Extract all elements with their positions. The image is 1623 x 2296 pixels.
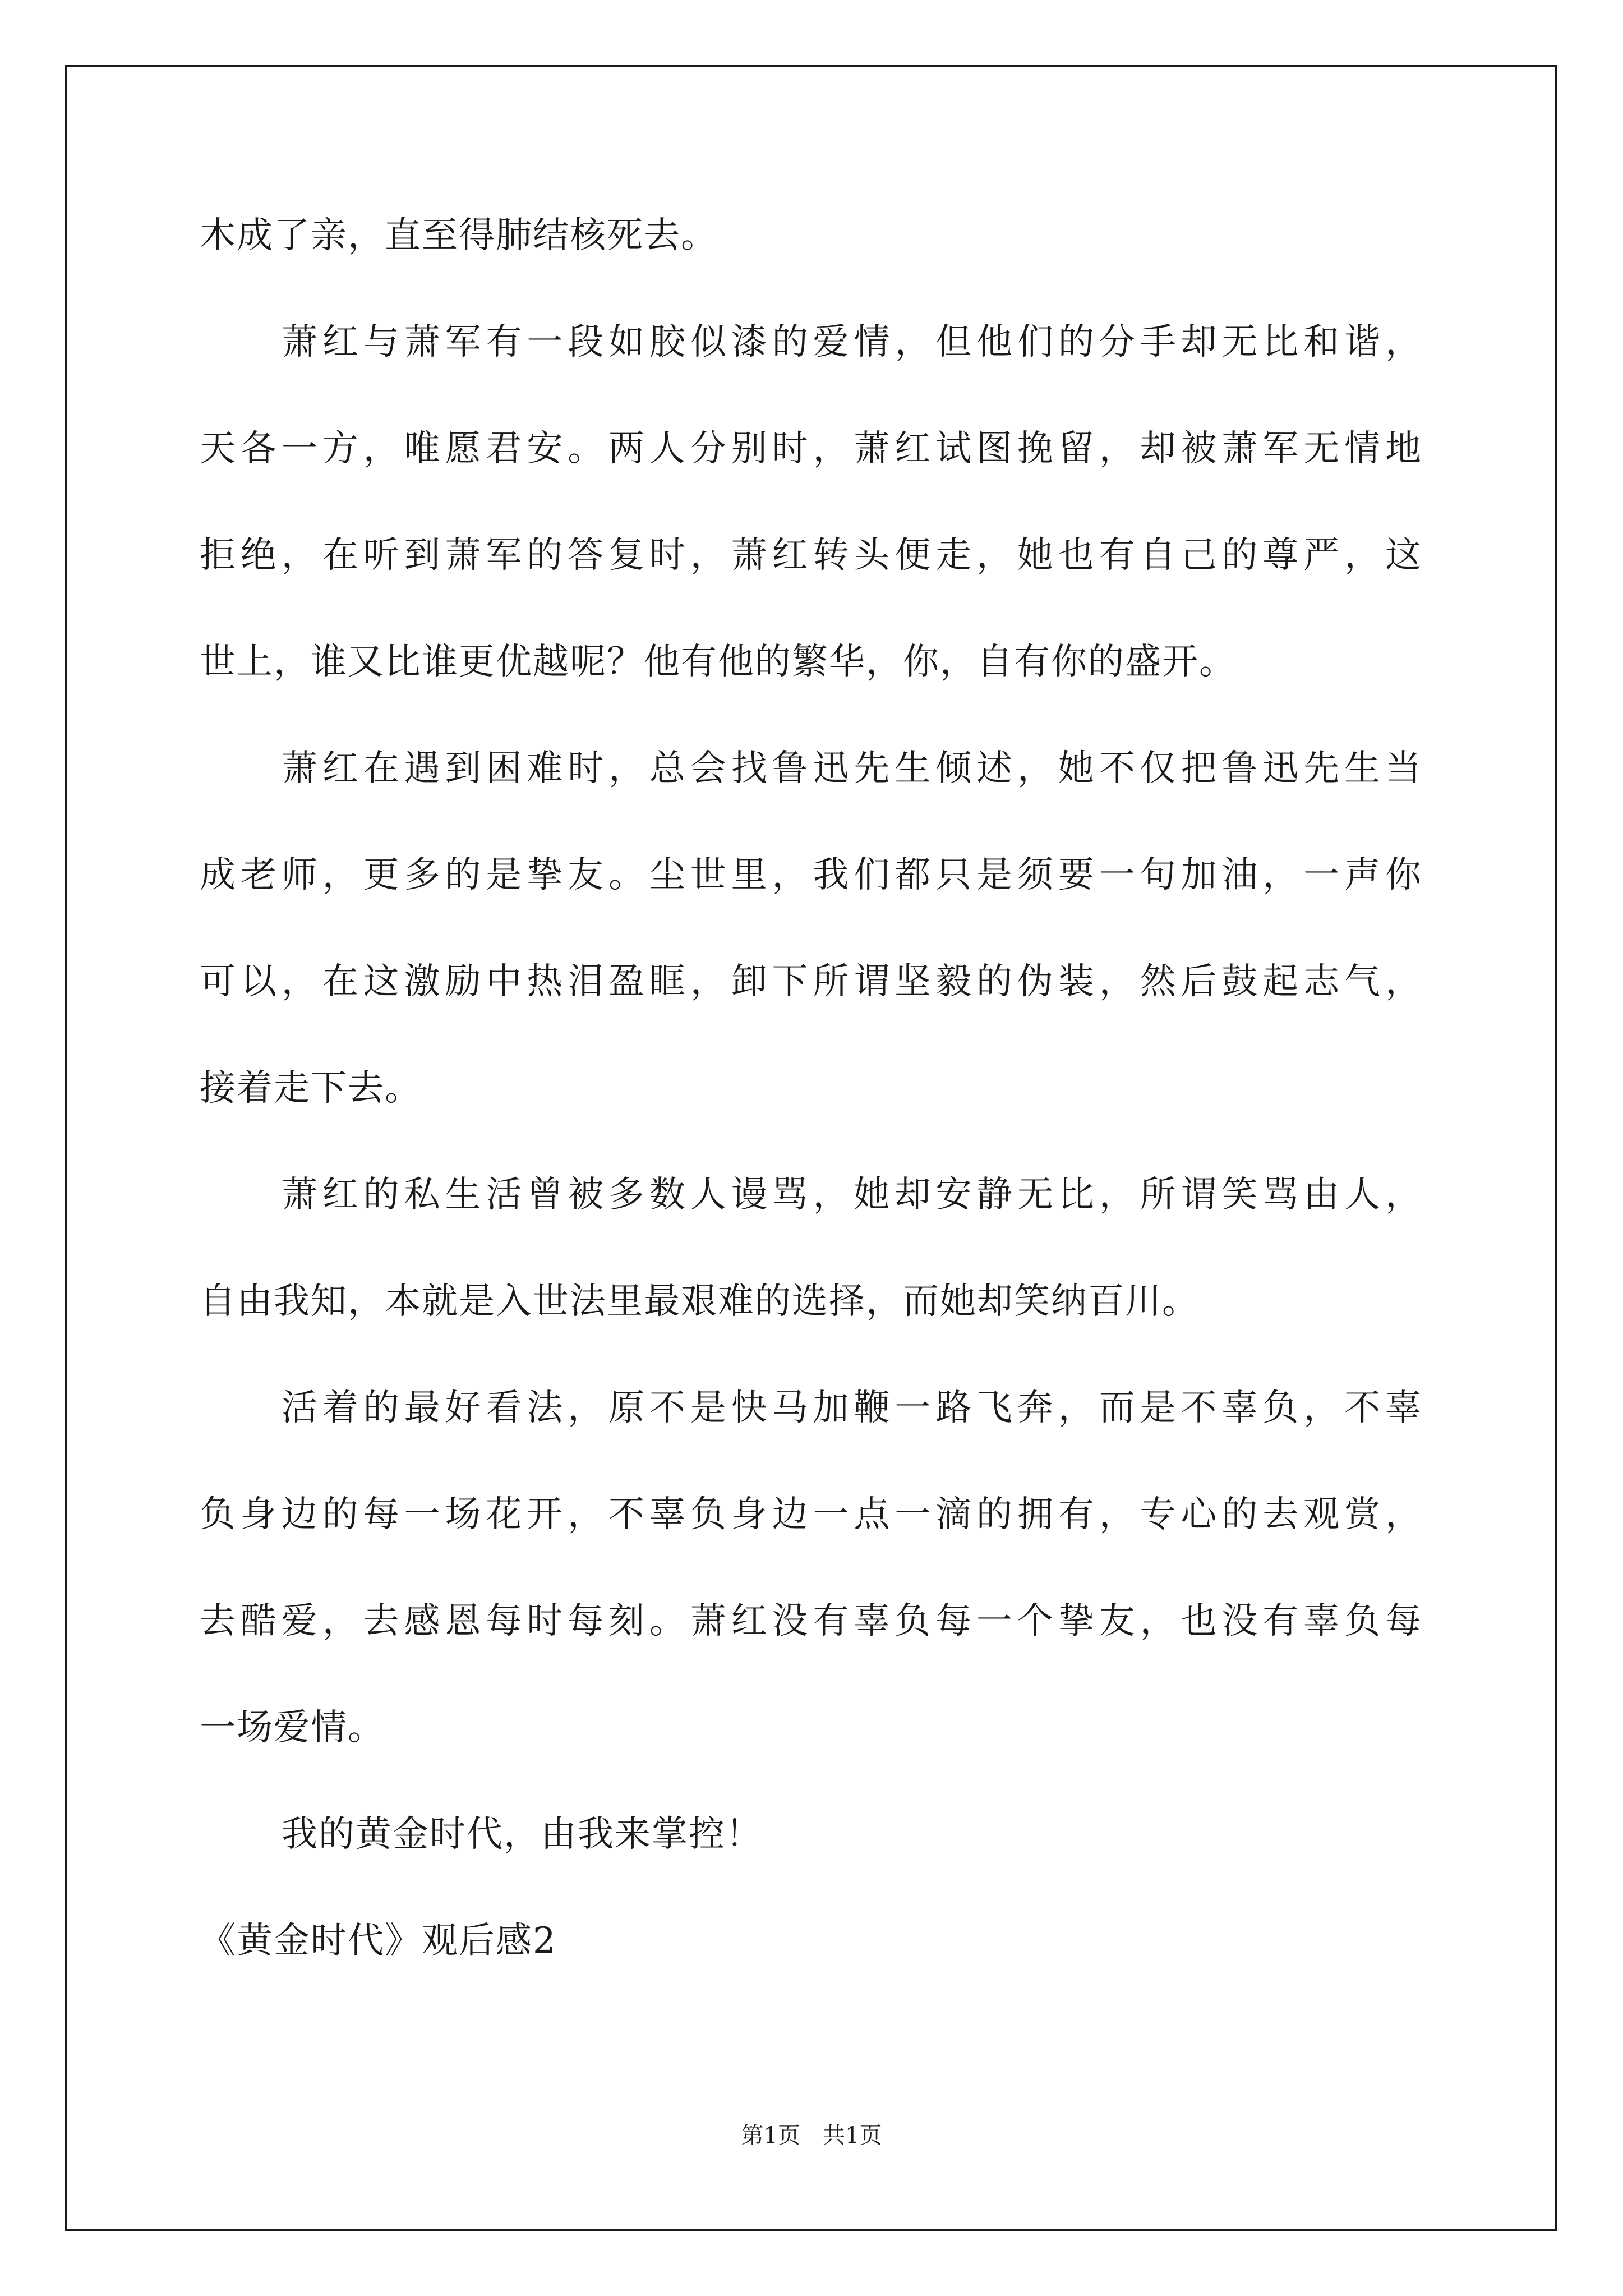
paragraph-first-line: 我的黄金时代，由我来掌控！: [282, 1814, 763, 1855]
page-number-footer: 第1页 共1页: [741, 2123, 882, 2148]
paragraph-first-line: 萧红在遇到困难时，总会找鲁迅先生倾述，她不仅把鲁迅先生当: [282, 748, 1422, 789]
paragraph-first-line: 萧红与萧军有一段如胶似漆的爱情，但他们的分手却无比和谐，: [282, 321, 1422, 363]
text-line: 可以，在这激励中热泪盈眶，卸下所谓坚毅的伪装，然后鼓起志气，: [200, 961, 1422, 1002]
text-line: 去酷爱，去感恩每时每刻。萧红没有辜负每一个挚友，也没有辜负每: [200, 1600, 1422, 1642]
page-frame: [65, 65, 1557, 2231]
text-line: 世上，谁又比谁更优越呢？他有他的繁华，你，自有你的盛开。: [200, 641, 1236, 683]
text-line: 负身边的每一场花开，不辜负身边一点一滴的拥有，专心的去观赏，: [200, 1494, 1422, 1535]
paragraph-first-line: 萧红的私生活曾被多数人谩骂，她却安静无比，所谓笑骂由人，: [282, 1174, 1422, 1216]
text-line: 成老师，更多的是挚友。尘世里，我们都只是须要一句加油，一声你: [200, 854, 1422, 896]
text-line: 接着走下去。: [200, 1068, 422, 1109]
text-line: 一场爱情。: [200, 1707, 385, 1749]
section-heading: 《黄金时代》观后感2: [200, 1920, 557, 1962]
text-line: 木成了亲，直至得肺结核死去。: [200, 215, 718, 256]
text-line: 天各一方，唯愿君安。两人分别时，萧红试图挽留，却被萧军无情地: [200, 428, 1422, 470]
text-line: 自由我知，本就是入世法里最艰难的选择，而她却笑纳百川。: [200, 1281, 1199, 1322]
paragraph-first-line: 活着的最好看法，原不是快马加鞭一路飞奔，而是不辜负，不辜: [282, 1387, 1422, 1429]
text-line: 拒绝，在听到萧军的答复时，萧红转头便走，她也有自己的尊严，这: [200, 535, 1422, 576]
